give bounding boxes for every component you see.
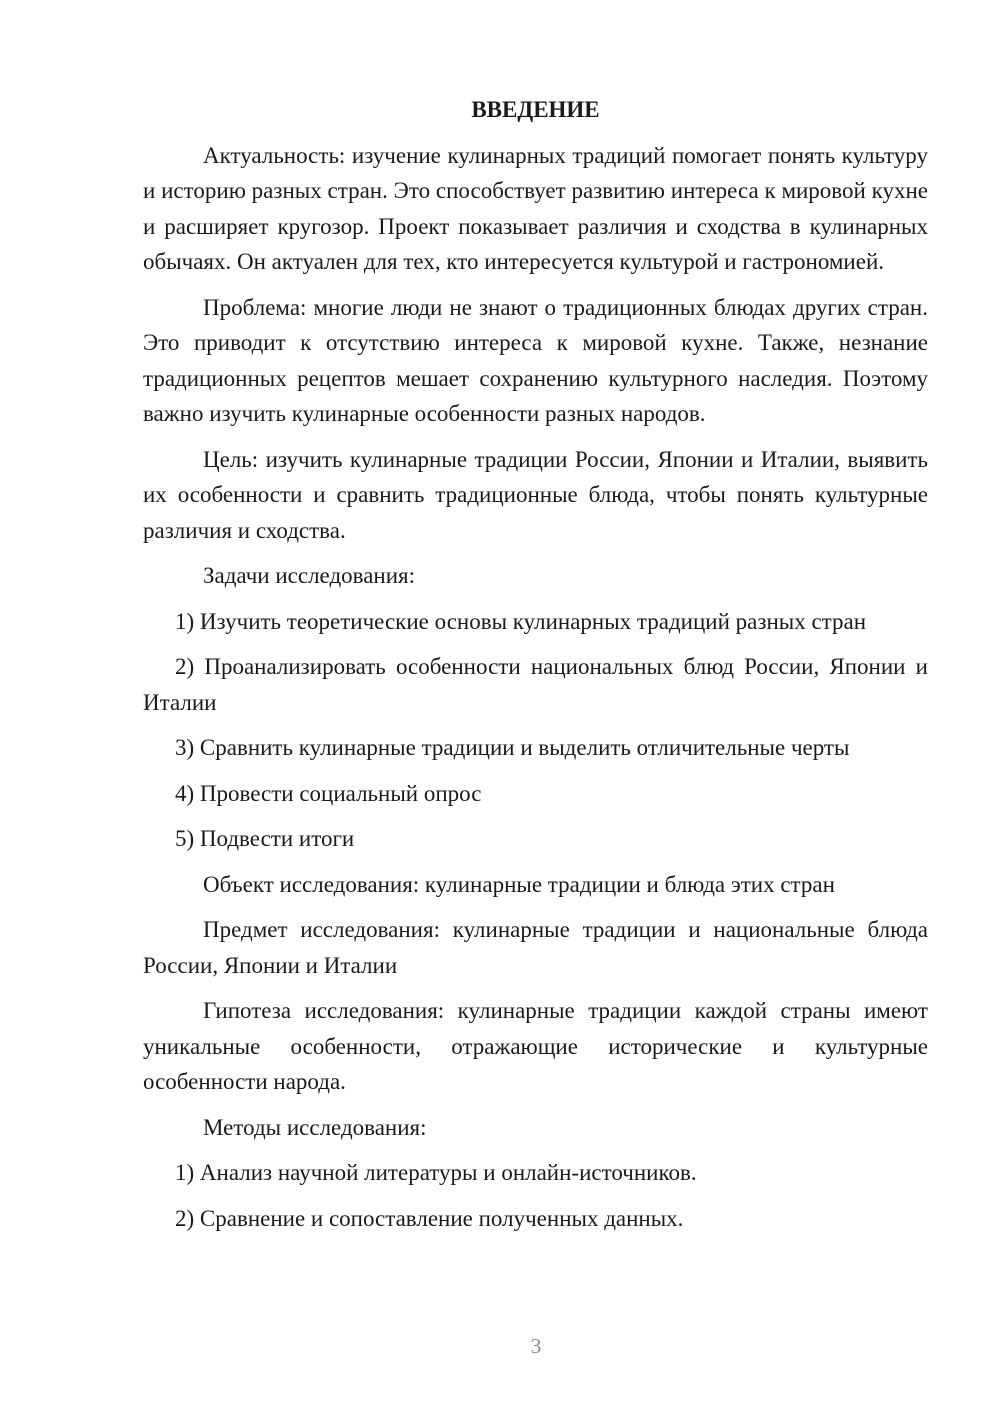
task-item-5: 5) Подвести итоги xyxy=(175,826,355,851)
paragraph-goal: Цель: изучить кулинарные традиции России, Японии и Италии, выявить их особенности и сравнить традиционные блюда, чтобы понять культурные различия и сходства. xyxy=(143,446,928,543)
paragraph-problem: Проблема: многие люди не знают о традиционных блюдах других стран. Это приводит к отсутствию интереса к мировой кухне. Также, незнание традиционных рецептов мешает сохранению культурного наследия. Поэтому важно изучить кулинарные особенности разных народов. xyxy=(143,294,928,426)
method-item-1: 1) Анализ научной литературы и онлайн-источников. xyxy=(175,1160,697,1185)
task-item-4: 4) Провести социальный опрос xyxy=(175,780,482,806)
paragraph-relevance: Актуальность: изучение кулинарных традиций помогает понять культуру и историю разных стран. Это способствует развитию интереса к мировой кухне и расширяет кругозор. Проект показывает различия и сходства в кулинарных обычаях. Он актуален для тех, кто интересуется культурой и гастрономией. xyxy=(143,142,928,274)
paragraph-subject: Предмет исследования: кулинарные традиции и национальные блюда России, Японии и Италии xyxy=(143,917,928,978)
page-number: 3 xyxy=(530,1334,542,1358)
tasks-heading: Задачи исследования: xyxy=(203,563,416,588)
methods-heading: Методы исследования: xyxy=(203,1114,427,1140)
task-item-2: 2) Проанализировать особенности национальных блюд России, Японии и Италии xyxy=(143,654,928,715)
paragraph-hypothesis: Гипотеза исследования: кулинарные традиции каждой страны имеют уникальные особенности, отражающие исторические и культурные особенности народа. xyxy=(143,998,928,1094)
method-item-2: 2) Сравнение и сопоставление полученных данных. xyxy=(175,1205,684,1231)
task-item-3: 3) Сравнить кулинарные традиции и выделить отличительные черты xyxy=(175,735,850,760)
paragraph-object: Объект исследования: кулинарные традиции и блюда этих стран xyxy=(203,871,835,897)
section-title: ВВЕДЕНИЕ xyxy=(471,97,600,122)
document-page xyxy=(143,92,928,1246)
task-item-1: 1) Изучить теоретические основы кулинарных традиций разных стран xyxy=(175,608,867,634)
